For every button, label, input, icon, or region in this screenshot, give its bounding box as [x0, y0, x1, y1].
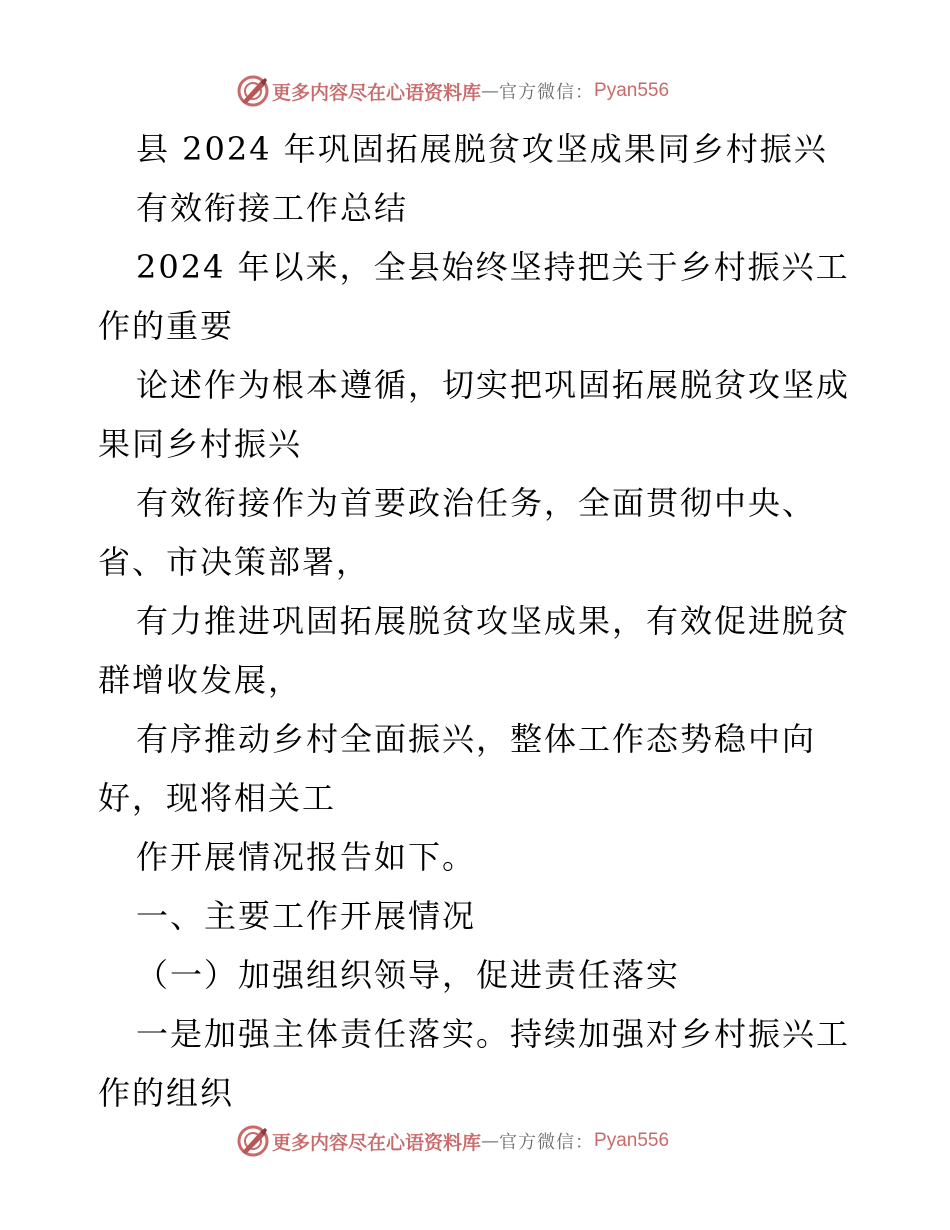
footer-watermark — [236, 1124, 796, 1158]
watermark-dash: — — [481, 1130, 500, 1152]
paragraph-line: 2024 年以来，全县始终坚持把关于乡村振兴工 — [136, 248, 850, 286]
paragraph-line: 有力推进巩固拓展脱贫攻坚成果，有效促进脱贫 — [136, 602, 851, 640]
pen-logo-icon — [236, 74, 270, 108]
header-watermark — [236, 74, 796, 108]
paragraph-line: 论述作为根本遵循，切实把巩固拓展脱贫攻坚成 — [136, 366, 851, 404]
watermark-wechat-label: 官方微信： — [499, 82, 595, 103]
paragraph-line: 作开展情况报告如下。 — [136, 838, 477, 876]
pen-logo-icon — [236, 1124, 270, 1158]
watermark-dash: — — [481, 80, 500, 102]
paragraph-line: 好，现将相关工 — [98, 779, 337, 817]
paragraph-line: 省、市决策部署， — [98, 543, 371, 581]
paragraph-line: 果同乡村振兴 — [98, 425, 303, 463]
paragraph-line: 作的组织 — [98, 1074, 235, 1112]
watermark-wechat-label: 官方微信： — [499, 1132, 595, 1153]
document-body — [98, 120, 858, 1123]
subsection-heading: （一）加强组织领导，促进责任落实 — [136, 956, 681, 994]
watermark-wechat-id: Pyan556 — [594, 80, 670, 101]
paragraph-line: 群增收发展， — [98, 661, 303, 699]
title-line-2: 有效衔接工作总结 — [136, 189, 409, 227]
watermark-site-name: 更多内容尽在心语资料库 — [272, 1131, 482, 1154]
section-heading: 一、主要工作开展情况 — [136, 897, 477, 935]
watermark-wechat-id: Pyan556 — [594, 1130, 670, 1151]
paragraph-line: 作的重要 — [98, 307, 235, 345]
title-line-1: 县 2024 年巩固拓展脱贫攻坚成果同乡村振兴 — [136, 130, 828, 168]
paragraph-line: 有效衔接作为首要政治任务，全面贯彻中央、 — [136, 484, 817, 522]
paragraph-line: 有序推动乡村全面振兴，整体工作态势稳中向 — [136, 720, 817, 758]
watermark-site-name: 更多内容尽在心语资料库 — [272, 81, 482, 104]
paragraph-line: 一是加强主体责任落实。持续加强对乡村振兴工 — [136, 1015, 851, 1053]
